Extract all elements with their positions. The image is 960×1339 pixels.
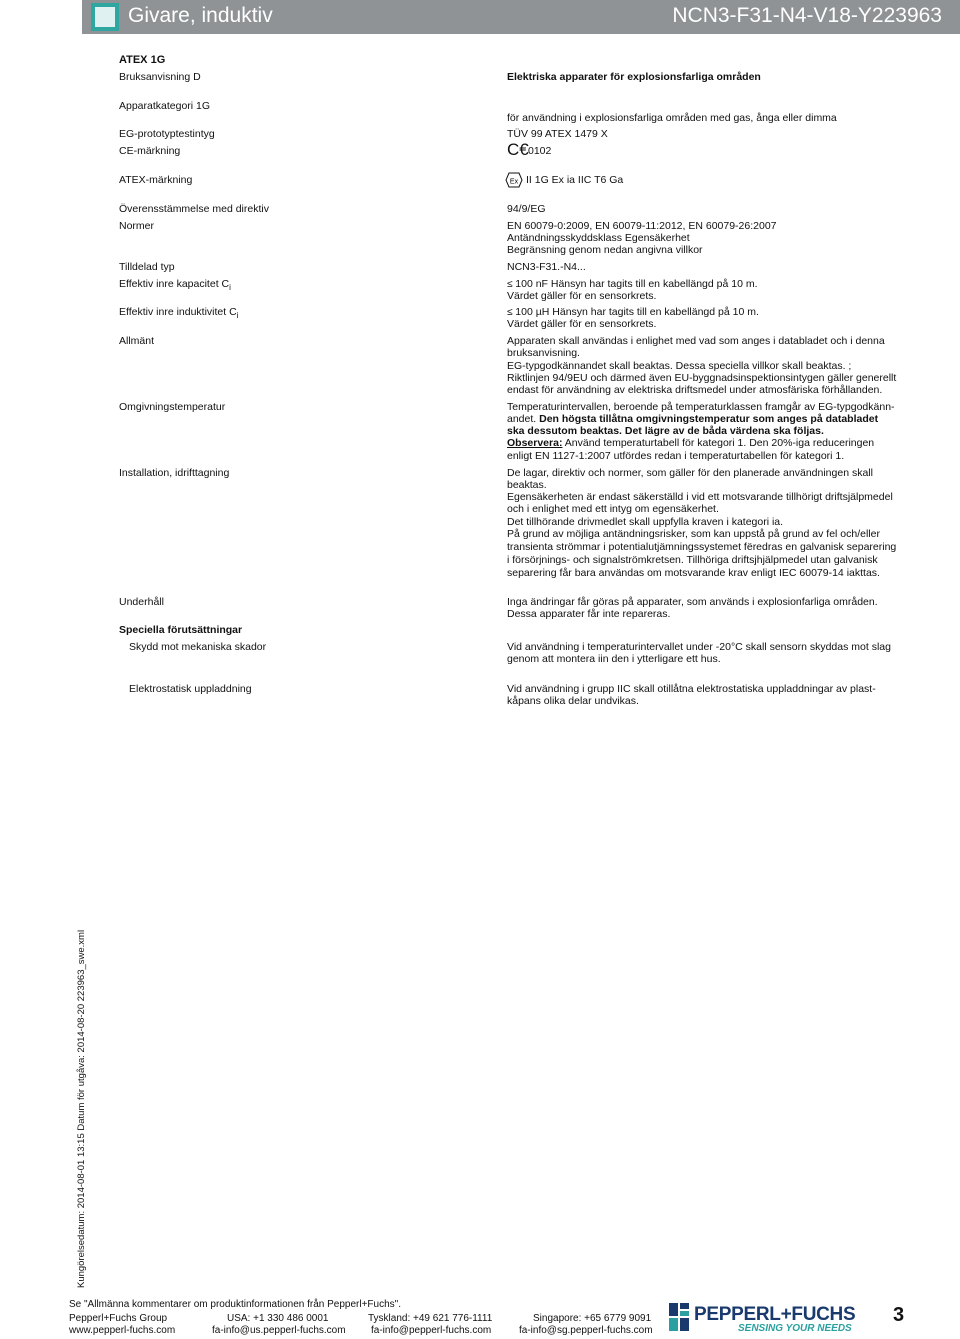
general-label: Allmänt (119, 335, 155, 347)
general-value-4: Riktlinjen 94/9EU och därmed även EU-byggnadsinspektionsintygen gäller generellt (507, 372, 897, 384)
type-label: Tilldelad typ (119, 261, 175, 273)
inductance-value-1: ≤ 100 µH Hänsyn har tagits till en kabellängd på 10 m. (507, 306, 759, 318)
footer-usa-mail[interactable]: fa-info@us.pepperl-fuchs.com (212, 1325, 346, 1336)
special-label: Speciella förutsättningar (119, 624, 243, 636)
inductance-value-2: Värdet gäller för en sensorkrets. (507, 318, 657, 330)
category-value: för användning i explosionsfarliga områden med gas, ånga eller dimma (507, 112, 837, 124)
certificate-label: EG-prototyptestintyg (119, 128, 215, 140)
install-value-4: och i enlighet med ett intyg om egensäkerhet. (507, 503, 719, 515)
ambient-value-5: enligt EN 1127-1:2007 utfördes redan i temperaturtabellen för kategori 1. (507, 450, 845, 462)
general-value-2: bruksanvisning. (507, 347, 580, 359)
capacitance-value-2: Värdet gäller för en sensorkrets. (507, 290, 657, 302)
standards-label: Normer (119, 220, 155, 232)
mech-value-2: genom att montera iin den i ytterligare ett hus. (507, 653, 721, 665)
brand-logo-text: PEPPERL+FUCHS (694, 1304, 856, 1325)
atex-label: ATEX-märkning (119, 174, 193, 186)
document-title: Givare, induktiv (128, 4, 273, 27)
product-code: NCN3-F31-N4-V18-Y223963 (672, 4, 942, 27)
install-label: Installation, idrifttagning (119, 467, 230, 479)
general-value-1: Apparaten skall användas i enlighet med vad som anges i databladet och i denna (507, 335, 885, 347)
esd-value-2: kåpans olika delar undvikas. (507, 695, 639, 707)
general-value-5: endast för användning av elektriska driftsmedel under atmosfäriska förhållanden. (507, 384, 883, 396)
type-value: NCN3-F31.-N4... (507, 261, 586, 273)
ce-label: CE-märkning (119, 145, 181, 157)
footer-sg-phone: Singapore: +65 6779 9091 (533, 1313, 652, 1324)
manual-value: Elektriska apparater för explosionsfarliga områden (507, 71, 761, 83)
install-value-7: transienta strömmar i potentialutjämningssystemet fëredras en galvanisk separering (507, 541, 897, 553)
footer-web-link[interactable]: www.pepperl-fuchs.com (69, 1325, 176, 1336)
install-value-1: De lagar, direktiv och normer, som gäller för den planerade användningen skall (507, 467, 873, 479)
atex-value: II 1G Ex ia IIC T6 Ga (526, 174, 624, 186)
general-value-3: EG-typgodkännandet skall beaktas. Dessa speciella villkor skall beaktas. ; (507, 360, 852, 372)
directive-label: Överensstämmelse med direktiv (119, 203, 269, 215)
ambient-value-4: Observera: Använd temperaturtabell för kategori 1. Den 20%-iga reduceringen (507, 437, 875, 449)
footer-note: Se "Allmänna kommentarer om produktinformationen från Pepperl+Fuchs". (69, 1299, 401, 1310)
brand-tagline: SENSING YOUR NEEDS (738, 1323, 852, 1334)
maint-label: Underhåll (119, 596, 164, 608)
certificate-value: TÜV 99 ATEX 1479 X (507, 128, 608, 140)
mech-label: Skydd mot mekaniska skador (129, 641, 267, 653)
maint-value-1: Inga ändringar får göras på apparater, som används i explosionfarliga områden. (507, 596, 878, 608)
ex-hexagon-icon (505, 172, 523, 188)
publication-info: Kungörelsedatum: 2014-08-01 13:15 Datum för utgåva: 2014-08-20 223963_swe.xml (76, 929, 87, 1288)
install-value-6: På grund av möjliga antändningsrisker, som kan uppstå på grund av fel och/eller (507, 528, 880, 540)
ambient-value-2: andet. Den högsta tillåtna omgivningstemperatur som anges på databladet (507, 413, 879, 425)
esd-value-1: Vid användning i grupp IIC skall otillåtna elektrostatiska uppladdningar av plast- (507, 683, 876, 695)
standards-value-1: EN 60079-0:2009, EN 60079-11:2012, EN 60079-26:2007 (507, 220, 777, 232)
pf-logo-icon (668, 1302, 690, 1332)
install-value-5: Det tillhörande drivmedlet skall uppfylla kraven i kategori ia. (507, 516, 784, 528)
footer-usa-phone: USA: +1 330 486 0001 (227, 1313, 329, 1324)
category-square-icon (91, 3, 119, 31)
capacitance-value-1: ≤ 100 nF Hänsyn har tagits till en kabellängd på 10 m. (507, 278, 758, 290)
ex-symbol: Ex (509, 178, 519, 186)
footer-group: Pepperl+Fuchs Group (69, 1313, 168, 1324)
mech-value-1: Vid användning i temperaturintervallet under -20°C skall sensorn skyddas mot slag (507, 641, 891, 653)
standards-value-2: Antändningsskyddsklass Egensäkerhet (507, 232, 690, 244)
directive-value: 94/9/EG (507, 203, 546, 215)
ambient-label: Omgivningstemperatur (119, 401, 226, 413)
inductance-label: Effektiv inre induktivitet $C_i$ (119, 306, 239, 321)
install-value-3: Egensäkerheten är endast säkerställd i vid ett motsvarande tillhörigt driftsjälpmedel (507, 491, 893, 503)
capacitance-label: Effektiv inre kapacitet $C_i$ (119, 278, 231, 293)
standards-value-3: Begränsning genom nedan angivna villkor (507, 244, 703, 256)
ce-value: 0102 (528, 145, 552, 157)
ambient-value-1: Temperaturintervallen, beroende på temperaturklassen framgår av EG-typgodkänn- (507, 401, 895, 413)
category-label: Apparatkategori 1G (119, 100, 211, 112)
install-value-8: i försörjnings- och signalströmkretsen. Tillhöriga driftsjhjälpmedel utan galvanisk (507, 554, 878, 566)
footer-de-mail[interactable]: fa-info@pepperl-fuchs.com (371, 1325, 492, 1336)
maint-value-2: Dessa apparater får inte repareras. (507, 608, 671, 620)
footer-sg-mail[interactable]: fa-info@sg.pepperl-fuchs.com (519, 1325, 653, 1336)
page-number: 3 (893, 1304, 905, 1326)
install-value-2: beaktas. (507, 479, 547, 491)
ambient-value-3: ska dessutom beaktas. Det lägre av de båda värdena ska följas. (507, 425, 824, 437)
section-title: ATEX 1G (119, 54, 166, 66)
manual-label: Bruksanvisning D (119, 71, 201, 83)
esd-label: Elektrostatisk uppladdning (129, 683, 252, 695)
install-value-9: separering får bara användas om motsvarande krav enligt IEC 60079-14 iakttas. (507, 567, 880, 579)
footer-de-phone: Tyskland: +49 621 776-1111 (368, 1313, 493, 1324)
ce-mark-icon: C€ (507, 140, 529, 159)
